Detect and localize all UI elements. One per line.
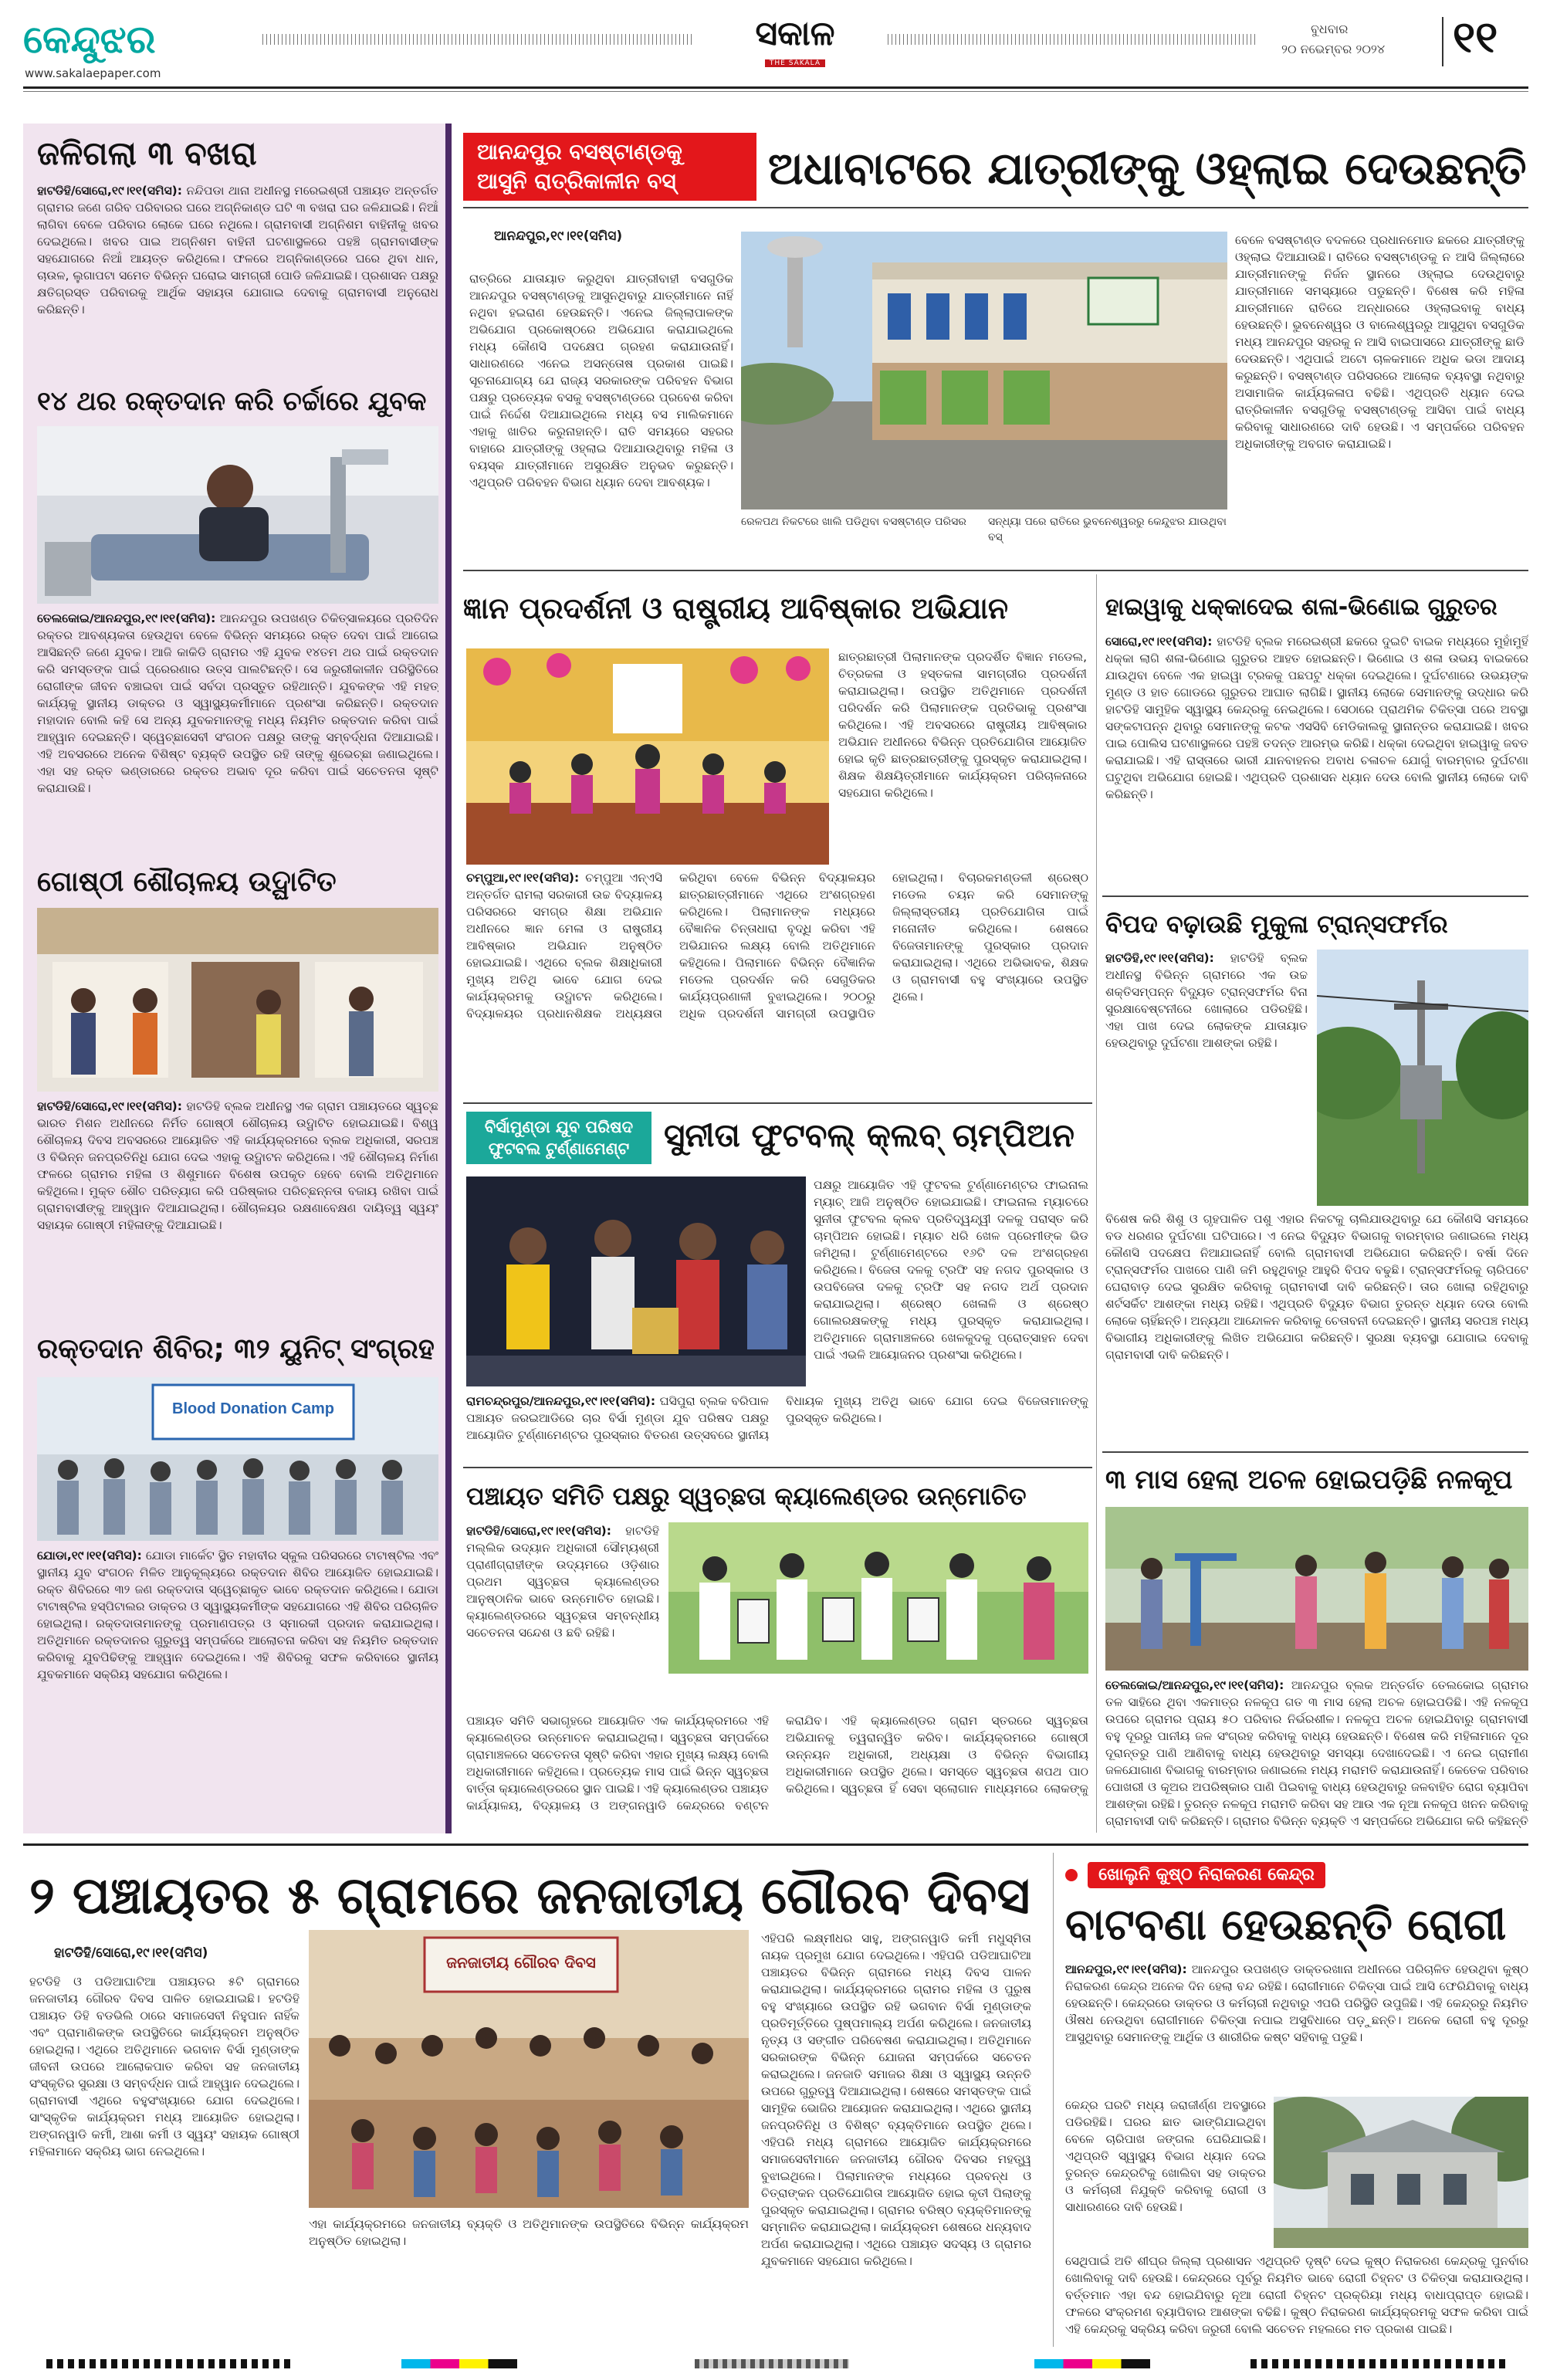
- calendar-headline: ପଞ୍ଚାୟତ ସମିତି ପକ୍ଷରୁ ସ୍ୱଚ୍ଛତା କ୍ୟାଲେଣ୍ଡର ଉନ୍ମୋଚିତ: [466, 1481, 1027, 1511]
- transformer-article: ବିଶେଷ କରି ଶିଶୁ ଓ ଗୃହପାଳିତ ପଶୁ ଏହାର ନିକଟକୁ ଚାଲିଯାଉଥିବାରୁ ଯେ କୌଣସି ସମୟରେ ବଡ ଧରଣର ଦୁର୍ଘଟଣା ଘଟିପାରେ। ଏ ନେଇ ବିଦ୍ୟୁତ ବିଭାଗକୁ ବାରମ୍ବାର ଜଣାଇଲେ ମଧ୍ୟ କୌଣସି ପଦକ୍ଷେପ ନିଆଯାଇନାହିଁ ବୋଲି ଗ୍ରାମବାସୀ ଅଭିଯୋଗ କରିଛନ୍ତି। ବର୍ଷା ଦିନେ ଟ୍ରାନ୍ସଫର୍ମର ପାଖରେ ପାଣି ଜମି ରହୁଥିବାରୁ ଆହୁରି ବିପଦ ବଢୁଛି। ଟ୍ରାନ୍ସଫର୍ମରକୁ ଚାରିପଟେ ଘେରାବାଡ଼ ଦେଇ ସୁରକ୍ଷିତ କରିବାକୁ ଗ୍ରାମବାସୀ ଦାବି କରିଛନ୍ତି। ତାର ଖୋଲା ରହିଥିବାରୁ ଶର୍ଟସର୍କିଟ ଆଶଙ୍କା ମଧ୍ୟ ରହିଛି। ଏଥିପ୍ରତି ବିଦ୍ୟୁତ ବିଭାଗ ତୁରନ୍ତ ଧ୍ୟାନ ଦେଉ ବୋଲି ଲୋକେ ଚାହିଁଛନ୍ତି। ଅନ୍ୟଥା ଆନ୍ଦୋଳନ କରିବାକୁ ଚେତାବନୀ ଦେଇଛନ୍ତି। ସ୍ଥାନୀୟ ସରପଞ୍ଚ ମଧ୍ୟ ବିଭାଗୀୟ ଅଧିକାରୀଙ୍କୁ ଲିଖିତ ଅଭିଯୋଗ କରିଛନ୍ତି। ସୁରକ୍ଷା ବ୍ୟବସ୍ଥା ଯୋଗାଇ ଦେବାକୁ ଗ୍ରାମବାସୀ ଦାବି କରିଛନ୍ତି।: [1105, 1212, 1528, 1362]
- football-trophy-photo: [466, 1176, 806, 1386]
- lead-kicker-line2: ଆସୁନି ରାତ୍ରିକାଳୀନ ବସ୍: [477, 168, 676, 194]
- dateline: ଚମ୍ପୁଆ,୧୯।୧୧(ସମିସ):: [466, 871, 580, 885]
- blood-camp-banner-text: Blood Donation Camp: [172, 1400, 334, 1417]
- dateline: ହାଟଡିହି,୧୯।୧୧(ସମିସ):: [1105, 951, 1214, 965]
- tubewell-article: [1105, 1677, 1528, 1828]
- lead-dateline: ଆନନ୍ଦପୁର,୧୯।୧୧(ସମିସ): [494, 229, 623, 244]
- lead-headline-rule: [463, 207, 1528, 208]
- toilet-inauguration-photo: [37, 908, 438, 1092]
- football-article: [466, 1393, 1088, 1461]
- bus-photo-caption-left: ରେଳପଥ ନିକଟରେ ଖାଲି ପଡିଥିବା ବସଷ୍ଟାଣ୍ଡ ପରିସର: [741, 516, 966, 528]
- lead-kicker-line1: ଆନନ୍ଦପୁର ବସଷ୍ଟାଣ୍ଡକୁ: [477, 139, 682, 164]
- lead-headline: ଅଧାବାଟରେ ଯାତ୍ରୀଙ୍କୁ ଓହ୍ଲାଇ ଦେଉଛନ୍ତି: [768, 142, 1527, 195]
- dateline: ହାଟଡିହି/ସୋରୋ,୧୯।୧୧(ସମିସ):: [37, 1099, 182, 1113]
- article-body: ଯୋଡା ମାର୍କେଟ ସ୍ଥିତ ମହାବୀର ସ୍କୁଲ ପରିସରରେ ଟାଟାଷ୍ଟିଲ ଏବଂ ସ୍ଥାନୀୟ ଯୁବ ସଂଗଠନ ମିଳିତ ଆନୁକୂଲ୍ୟରେ ରକ୍ତଦାନ ଶିବିର ଆୟୋଜିତ ହୋଇଯାଇଛି। ରକ୍ତ ଶିବିରରେ ୩୨ ଜଣ ରକ୍ତଦାତା ସ୍ୱେଚ୍ଛାକୃତ ଭାବେ ରକ୍ତଦାନ କରିଥିଲେ। ଯୋଡା ଟାଟାଷ୍ଟିଲ ହସ୍ପିଟାଲର ଡାକ୍ତର ଓ ସ୍ୱାସ୍ଥ୍ୟକର୍ମୀଙ୍କ ସହଯୋଗରେ ଏହି ଶିବିର ପରିଚାଳିତ ହୋଇଥିଲା। ରକ୍ତଦାତାମାନଙ୍କୁ ପ୍ରମାଣପତ୍ର ଓ ସ୍ମାରକୀ ପ୍ରଦାନ କରାଯାଇଥିଲା। ଅତିଥିମାନେ ରକ୍ତଦାନର ଗୁରୁତ୍ୱ ସମ୍ପର୍କରେ ଆଲୋଚନା କରିବା ସହ ନିୟମିତ ରକ୍ତଦାନ କରିବାକୁ ଯୁବପିଢିଙ୍କୁ ଆହ୍ୱାନ ଦେଇଥିଲେ। ଏହି ଶିବିରକୁ ସଫଳ କରିବାରେ ସ୍ଥାନୀୟ ଯୁବକମାନେ ସକ୍ରିୟ ସହଯୋଗ କରିଥିଲେ।: [37, 1549, 438, 1681]
- tribal-column-4: ଏହିପରି ମଧ୍ୟ ଗ୍ରାମରେ ଆୟୋଜିତ କାର୍ଯ୍ୟକ୍ରମରେ ସମାଜସେବୀମାନେ ଜନଜାତୀୟ ଗୌରବ ଦିବସର ମହତ୍ତ୍ୱ ବୁଝାଇଥିଲେ। ପିଲାମାନଙ୍କ ମଧ୍ୟରେ ପ୍ରବନ୍ଧ ଓ ଚିତ୍ରାଙ୍କନ ପ୍ରତିଯୋଗିତା ଆୟୋଜିତ ହୋଇ କୃତୀ ପିଲାଙ୍କୁ ପୁରସ୍କୃତ କରାଯାଇଥିଲା। ଗ୍ରାମର ବରିଷ୍ଠ ବ୍ୟକ୍ତିମାନଙ୍କୁ ସମ୍ମାନିତ କରାଯାଇଥିଲା। କାର୍ଯ୍ୟକ୍ରମ ଶେଷରେ ଧନ୍ୟବାଦ ଅର୍ପଣ କରାଯାଇଥିଲା। ଏଥିରେ ପଞ୍ଚାୟତ ସଦସ୍ୟ ଓ ଗ୍ରାମର ଯୁବକମାନେ ସହଯୋଗ କରିଥିଲେ।: [761, 2135, 1031, 2268]
- masthead-hatch-right: [888, 34, 1258, 45]
- dateline: ଯୋଡା,୧୯।୧୧(ସମିସ):: [37, 1549, 142, 1562]
- tubewell-photo-graphic: [1105, 1507, 1528, 1671]
- science-fair-photo: [466, 648, 829, 865]
- transformer-side-text: [1105, 950, 1308, 1206]
- sidebar-headline-fire: ଜଳିଗଲା ୩ ବଖରା: [37, 134, 257, 172]
- blood-donor-photo: [37, 426, 438, 604]
- issue-day: ବୁଧବାର: [1311, 22, 1349, 36]
- dateline: ଆନନ୍ଦପୁର,୧୯।୧୧(ସମିସ):: [1065, 1962, 1187, 1976]
- article-body: ଘସିପୁରା ବ୍ଲକ ବରିପାଳ ପଞ୍ଚାୟତ ଜରଇଆଡିରେ ଚାର ବିର୍ସା ମୁଣ୍ଡା ଯୁବ ପରିଷଦ ପକ୍ଷରୁ ଆୟୋଜିତ ଟୁର୍ଣ୍ଣାମେଣ୍ଟର ପୁରସ୍କାର ବିତରଣ ଉତ୍ସବରେ ସ୍ଥାନୀୟ ବିଧାୟକ ମୁଖ୍ୟ ଅତିଥି ଭାବେ ଯୋଗ ଦେଇ ବିଜେତାମାନଙ୍କୁ ପୁରସ୍କୃତ କରିଥିଲେ।: [466, 1394, 1088, 1442]
- print-color-bar-cmyk-right: [1034, 2359, 1150, 2368]
- masthead-hatch-left: [262, 34, 695, 45]
- article-body: ଆନନ୍ଦପୁର ଉପଖଣ୍ଡ ଚିକିତ୍ସାଳୟରେ ପ୍ରତିଦିନ ରକ୍ତର ଆବଶ୍ୟକତା ହେଉଥିବା ବେଳେ ବିଭିନ୍ନ ସମୟରେ ରକ୍ତ ଦେବା ପାଇଁ ଆଗେଇ ଆସିଛନ୍ତି ଜଣେ ଯୁବକ। ଆଜି କାକିଡି ଗ୍ରାମର ଏହି ଯୁବକ ୧୪ତମ ଥର ପାଇଁ ରକ୍ତଦାନ କରି ସମସ୍ତଙ୍କ ପାଇଁ ପ୍ରେରଣାର ଉତ୍ସ ପାଲଟିଛନ୍ତି। ସେ ଜରୁରୀକାଳୀନ ପରିସ୍ଥିତିରେ ରୋଗୀଙ୍କ ଜୀବନ ବଞ୍ଚାଇବା ପାଇଁ ସର୍ବଦା ପ୍ରସ୍ତୁତ ରହିଥାନ୍ତି। ଯୁବକଙ୍କ ଏହି ମହତ୍ କାର୍ଯ୍ୟକୁ ସ୍ଥାନୀୟ ଡାକ୍ତର ଓ ସ୍ୱାସ୍ଥ୍ୟକର୍ମୀମାନେ ପ୍ରଶଂସା କରିଛନ୍ତି। ରକ୍ତଦାନ ମହାଦାନ ବୋଲି କହି ସେ ଅନ୍ୟ ଯୁବକମାନଙ୍କୁ ମଧ୍ୟ ନିୟମିତ ରକ୍ତଦାନ କରିବା ପାଇଁ ଆହ୍ୱାନ ଦେଇଛନ୍ତି। ସ୍ୱେଚ୍ଛାସେବୀ ସଂଗଠନ ପକ୍ଷରୁ ତାଙ୍କୁ ସମ୍ବର୍ଦ୍ଧନା ଦିଆଯାଇଛି। ଏହି ଅବସରରେ ଅନେକ ବିଶିଷ୍ଟ ବ୍ୟକ୍ତି ଉପସ୍ଥିତ ରହି ତାଙ୍କୁ ଶୁଭେଚ୍ଛା ଜଣାଇଥିଲେ। ଏହା ସହ ରକ୍ତ ଭଣ୍ଡାରରେ ରକ୍ତର ଅଭାବ ଦୂର କରିବା ପାଇଁ ସଚେତନତା ସୃଷ୍ଟି କରାଯାଉଛି।: [37, 611, 438, 795]
- collision-article: [1105, 633, 1528, 889]
- tribal-headline: ୨ ପଞ୍ଚାୟତର ୫ ଗ୍ରାମରେ ଜନଜାତୀୟ ଗୌରବ ଦିବସ: [29, 1866, 1031, 1925]
- tribal-photo-caption: ଏହା କାର୍ଯ୍ୟକ୍ରମରେ ଜନଜାତୀୟ ବ୍ୟକ୍ତି ଓ ଅତିଥିମାନଙ୍କ ଉପସ୍ଥିତିରେ ବିଭିନ୍ନ କାର୍ଯ୍ୟକ୍ରମ ଅନୁଷ୍ଠିତ ହୋଇଥିଲା।: [309, 2217, 749, 2248]
- science-headline: ଜ୍ଞାନ ପ୍ରଦର୍ଶନୀ ଓ ରାଷ୍ଟ୍ରୀୟ ଆବିଷ୍କାର ଅଭିଯାନ: [463, 591, 1009, 625]
- calendar-article: ପଞ୍ଚାୟତ ସମିତି ସଭାଗୃହରେ ଆୟୋଜିତ ଏକ କାର୍ଯ୍ୟକ୍ରମରେ ଏହି କ୍ୟାଲେଣ୍ଡର ଉନ୍ମୋଚନ କରାଯାଇଥିଲା। ସ୍ୱଚ୍ଛତା ସମ୍ପର୍କରେ ଗ୍ରାମାଞ୍ଚଳରେ ସଚେତନତା ସୃଷ୍ଟି କରିବା ଏହାର ମୁଖ୍ୟ ଲକ୍ଷ୍ୟ ବୋଲି ଅଧିକାରୀମାନେ କହିଥିଲେ। ପ୍ରତ୍ୟେକ ମାସ ପାଇଁ ଭିନ୍ନ ସ୍ୱଚ୍ଛତା ବାର୍ତ୍ତା କ୍ୟାଲେଣ୍ଡରରେ ସ୍ଥାନ ପାଇଛି। ଏହି କ୍ୟାଲେଣ୍ଡର ପଞ୍ଚାୟତ କାର୍ଯ୍ୟାଳୟ, ବିଦ୍ୟାଳୟ ଓ ଅଙ୍ଗନୱାଡି କେନ୍ଦ୍ରରେ ବଣ୍ଟନ କରାଯିବ। ଏହି କ୍ୟାଲେଣ୍ଡର ଗ୍ରାମ ସ୍ତରରେ ସ୍ୱଚ୍ଛତା ଅଭିଯାନକୁ ତ୍ୱରାନ୍ୱିତ କରିବ। କାର୍ଯ୍ୟକ୍ରମରେ ଗୋଷ୍ଠୀ ଉନ୍ନୟନ ଅଧିକାରୀ, ଅଧ୍ୟକ୍ଷା ଓ ବିଭିନ୍ନ ବିଭାଗୀୟ ଅଧିକାରୀମାନେ ଉପସ୍ଥିତ ଥିଲେ। ସମସ୍ତେ ସ୍ୱଚ୍ଛତା ଶପଥ ପାଠ କରିଥିଲେ। ସ୍ୱଚ୍ଛତା ହିଁ ସେବା ସ୍ଲୋଗାନ ମାଧ୍ୟମରେ ଲୋକଙ୍କୁ: [466, 1714, 1088, 1813]
- sidebar-article-blood-camp: [37, 1547, 438, 1825]
- dateline: ତେଲକୋଇ/ଆନନ୍ଦପୁର,୧୯।୧୧(ସମିସ):: [1105, 1678, 1284, 1692]
- newspaper-brand-sub: THE SAKALA: [765, 59, 825, 67]
- section-title: କେନ୍ଦୁଝର: [23, 17, 156, 62]
- football-bottom-rule: [463, 1467, 1092, 1468]
- masthead-rule: [23, 86, 1528, 89]
- tribal-column-1: ହଟଡିହି ଓ ପଡିଆଘାଟିଆ ପଞ୍ଚାୟତର ୫ଟି ଗ୍ରାମରେ ଜନଜାତୀୟ ଗୌରବ ଦିବସ ପାଳିତ ହୋଇଯାଇଛି। ହଟଡିହି ପଞ୍ଚାୟତ ଡିହି ବଡଭିଲି ଠାରେ ସମାଜସେବୀ ନିହୁପାନ ନାହିଁକ ଏବଂ ପ୍ରାମାଣିକଙ୍କ ଉପସ୍ଥିତିରେ କାର୍ଯ୍ୟକ୍ରମ ଅନୁଷ୍ଠିତ ହୋଇଥିଲା। ଏଥିରେ ଅତିଥିମାନେ ଭଗବାନ ବିର୍ସା ମୁଣ୍ଡାଙ୍କ ଜୀବନୀ ଉପରେ ଆଲୋକପାତ କରିବା ସହ ଜନଜାତୀୟ ସଂସ୍କୃତିର ସୁରକ୍ଷା ଓ ସମ୍ବର୍ଦ୍ଧନ ପାଇଁ ଆହ୍ୱାନ ଦେଇଥିଲେ। ଗ୍ରାମବାସୀ ଏଥିରେ ବହୁସଂଖ୍ୟାରେ ଯୋଗ ଦେଇଥିଲେ। ସାଂସ୍କୃତିକ କାର୍ଯ୍ୟକ୍ରମ ମଧ୍ୟ ଆୟୋଜିତ ହୋଇଥିଲା। ଅଙ୍ଗନୱାଡି କର୍ମୀ, ଆଶା କର୍ମୀ ଓ ସ୍ୱୟଂ ସହାୟକ ଗୋଷ୍ଠୀ ମହିଳାମାନେ ସକ୍ରିୟ ଭାଗ ନେଇଥିଲେ।: [29, 1975, 300, 2158]
- dateline: ସୋରୋ,୧୯।୧୧(ସମିସ):: [1105, 635, 1213, 648]
- red-dot-icon: [1065, 1869, 1078, 1881]
- sidebar-headline-toilet: ଗୋଷ୍ଠୀ ଶୌଚାଳୟ ଉଦ୍ଘାଟିତ: [37, 866, 337, 898]
- tribal-dateline: ହାଟଡିହି/ସୋରୋ,୧୯।୧୧(ସମିସ): [54, 1945, 208, 1961]
- column-separator: [1096, 574, 1097, 1833]
- article-body: ନନ୍ଦିପଡା ଥାନା ଅଧୀନସ୍ଥ ମରେଇଶ୍ରୀ ପଞ୍ଚାୟତ ଅନ୍ତର୍ଗତ ଗ୍ରାମର ଜଣେ ଗରିବ ପରିବାରର ଘରେ ଅଗ୍ନିକାଣ୍ଡ ଘଟି ୩ ବଖରା ଘର ଜଳିଯାଇଛି। ନିଆଁ ଲାଗିବା ବେଳେ ପରିବାର ଲୋକେ ଘରେ ନଥିଲେ। ଗ୍ରାମବାସୀ ଅଗ୍ନିଶମ ବାହିନୀକୁ ଖବର ଦେଇଥିଲେ। ଖବର ପାଇ ଅଗ୍ନିଶମ ବାହିନୀ ଘଟଣାସ୍ଥଳରେ ପହଞ୍ଚି ଗ୍ରାମବାସୀଙ୍କ ସହଯୋଗରେ ନିଆଁ ଆୟତ୍ତ କରିଥିଲେ। ଫଳରେ ଅଗ୍ନିକାଣ୍ଡରେ ଘରେ ଥିବା ଧାନ, ଚାଉଳ, ଲୁଗାପଟା ସମେତ ବିଭିନ୍ନ ଘରୋଇ ସାମଗ୍ରୀ ପୋଡି ଜଳିଯାଇଛି। ପ୍ରଶାସନ ପକ୍ଷରୁ କ୍ଷତିଗ୍ରସ୍ତ ପରିବାରକୁ ଆର୍ଥିକ ସହାୟତା ଯୋଗାଇ ଦେବାକୁ ଗ୍ରାମବାସୀ ଅନୁରୋଧ କରିଛନ୍ତି।: [37, 184, 438, 317]
- sidebar-article-toilet: [37, 1098, 438, 1326]
- football-photo-graphic: [466, 1176, 806, 1386]
- leprosy-article-top: [1065, 1961, 1528, 2092]
- dateline: ରାମଚନ୍ଦ୍ରପୁର/ଆନନ୍ଦପୁର,୧୯।୧୧(ସମିସ):: [466, 1394, 656, 1408]
- page-number: ୧୧: [1453, 12, 1498, 63]
- article-body: ହାଟଡିହି ମଲ୍ଲିକ ଉଦ୍ୟାନ ଅଧିକାରୀ ସୌମ୍ୟଶ୍ରୀ ପ୍ରାଣୀଗ୍ରାହୀଙ୍କ ଉଦ୍ୟମରେ ଓଡ଼ିଶାର ପ୍ରଥମ ସ୍ୱଚ୍ଛତା କ୍ୟାଲେଣ୍ଡର ଆନୁଷ୍ଠାନିକ ଭାବେ ଉନ୍ମୋଚିତ ହୋଇଛି। କ୍ୟାଲେଣ୍ଡରରେ ସ୍ୱଚ୍ଛତା ସମ୍ବନ୍ଧୀୟ ସଚେତନତା ସନ୍ଦେଶ ଓ ଛବି ରହିଛି।: [466, 1524, 659, 1640]
- football-kicker: ବିର୍ସାମୁଣ୍ଡା ଯୁବ ପରିଷଦ ଫୁଟବଲ ଟୁର୍ଣ୍ଣାମେଣ୍ଟ: [466, 1112, 651, 1164]
- bus-stand-photo-graphic: [741, 232, 1227, 510]
- newspaper-brand: ସକାଳ: [755, 14, 835, 53]
- print-color-bar-cmyk-left: [401, 2359, 517, 2368]
- newspaper-logo: [726, 14, 865, 68]
- blood-camp-photo: [37, 1377, 438, 1541]
- article-body: ଆନନ୍ଦପୁର ବ୍ଲକ ଅନ୍ତର୍ଗତ ତେଲକୋଇ ଗ୍ରାମର ତଳ ସାହିରେ ଥିବା ଏକମାତ୍ର ନଳକୂପ ଗତ ୩ ମାସ ହେଲା ଅଚଳ ହୋଇପଡିଛି। ଏହି ନଳକୂପ ଉପରେ ଗ୍ରାମର ପ୍ରାୟ ୫୦ ପରିବାର ନିର୍ଭରଶୀଳ। ନଳକୂପ ଅଚଳ ହୋଇଯିବାରୁ ଗ୍ରାମବାସୀ ବହୁ ଦୂରରୁ ପାନୀୟ ଜଳ ସଂଗ୍ରହ କରିବାକୁ ବାଧ୍ୟ ହେଉଛନ୍ତି। ବିଶେଷ କରି ମହିଳାମାନେ ଦୂର ଦୂରାନ୍ତରୁ ପାଣି ଆଣିବାକୁ ବାଧ୍ୟ ହେଉଥିବାରୁ ସମସ୍ୟା ଦେଖାଦେଇଛି। ଏ ନେଇ ଗ୍ରାମୀଣ ଜଳଯୋଗାଣ ବିଭାଗକୁ ବାରମ୍ବାର ଜଣାଇଲେ ମଧ୍ୟ ମରାମତି କରାଯାଉନାହିଁ। କେତେକ ପରିବାର ପୋଖରୀ ଓ କୂଅର ଅପରିଷ୍କାର ପାଣି ପିଇବାକୁ ବାଧ୍ୟ ହେଉଥିବାରୁ ଜଳବାହିତ ରୋଗ ବ୍ୟାପିବା ଆଶଙ୍କା ରହିଛି। ତୁରନ୍ତ ନଳକୂପ ମରାମତି କରିବା ସହ ଆଉ ଏକ ନୂଆ ନଳକୂପ ଖନନ କରିବାକୁ ଗ୍ରାମବାସୀ ଦାବି କରିଛନ୍ତି। ଗ୍ରାମର ବିଭିନ୍ନ ବ୍ୟକ୍ତି ଏ ସମ୍ପର୍କରେ ଅଭିଯୋଗ କରି କହିଛନ୍ତି: [1105, 1678, 1528, 1828]
- masthead-divider: [1442, 17, 1443, 66]
- leprosy-article-bottom: ସେଥିପାଇଁ ଅତି ଶୀଘ୍ର ଜିଲ୍ଲା ପ୍ରଶାସନ ଏଥିପ୍ରତି ଦୃଷ୍ଟି ଦେଇ କୁଷ୍ଠ ନିରାକରଣ କେନ୍ଦ୍ରକୁ ପୁନର୍ବାର ଖୋଲିବାକୁ ଦାବି ହେଉଛି। କେନ୍ଦ୍ରରେ ପୂର୍ବରୁ ନିୟମିତ ଭାବେ ରୋଗୀ ଚିହ୍ନଟ ଓ ଚିକିତ୍ସା କରାଯାଉଥିଲା। ବର୍ତ୍ତମାନ ଏହା ବନ୍ଦ ହୋଇଯିବାରୁ ନୂଆ ରୋଗୀ ଚିହ୍ନଟ ପ୍ରକ୍ରିୟା ମଧ୍ୟ ବାଧାପ୍ରାପ୍ତ ହୋଇଛି। ଫଳରେ ସଂକ୍ରମଣ ବ୍ୟାପିବାର ଆଶଙ୍କା ବଢିଛି। କୁଷ୍ଠ ନିରାକରଣ କାର୍ଯ୍ୟକ୍ରମକୁ ସଫଳ କରିବା ପାଇଁ ଏହି କେନ୍ଦ୍ରକୁ ସକ୍ରିୟ କରିବା ଜରୁରୀ ବୋଲି ସଚେତନ ମହଲରେ ମତ ପ୍ରକାଶ ପାଇଛି।: [1065, 2254, 1528, 2336]
- tribal-day-photo: [309, 1930, 749, 2208]
- tubewell-headline: ୩ ମାସ ହେଲା ଅଚଳ ହୋଇପଡ଼ିଛି ନଳକୂପ: [1105, 1464, 1513, 1495]
- sidebar-headline-blood-camp: ରକ୍ତଦାନ ଶିବିର; ୩୨ ୟୁନିଟ୍ ସଂଗ୍ରହ: [37, 1333, 435, 1365]
- tribal-banner-text: ଜନଜାତୀୟ ଗୌରବ ଦିବସ: [446, 1953, 596, 1972]
- leprosy-photo-graphic: [1274, 2097, 1528, 2248]
- transformer-headline: ବିପଦ ବଢ଼ାଉଛି ମୁକୁଳା ଟ୍ରାନ୍ସଫର୍ମର: [1105, 909, 1448, 939]
- toilet-photo-graphic: [37, 908, 438, 1092]
- blood-donor-photo-graphic: [37, 426, 438, 604]
- calendar-release-photo: [668, 1522, 1088, 1674]
- calendar-side-text: [466, 1522, 659, 1708]
- print-color-bar-left: [46, 2359, 293, 2368]
- article-body: ହାଟଡିହି ବ୍ଲକ ଅଧୀନସ୍ଥ ବିଭିନ୍ନ ଗ୍ରାମରେ ଏକ ଉଚ୍ଚ ଶକ୍ତିସମ୍ପନ୍ନ ବିଦ୍ୟୁତ ଟ୍ରାନ୍ସଫର୍ମର ବିନା ସୁରକ୍ଷାବେଷ୍ଟନୀରେ ଖୋଲାରେ ପଡିରହିଛି। ଏହା ପାଖ ଦେଇ ଲୋକଙ୍କ ଯାତାୟାତ ହେଉଥିବାରୁ ଦୁର୍ଘଟଣା ଆଶଙ୍କା ରହିଛି।: [1105, 951, 1308, 1050]
- leprosy-headline: ବାଟବଣା ହେଉଛନ୍ତି ରୋଗୀ: [1065, 1900, 1507, 1950]
- bus-stand-photo: [741, 232, 1227, 510]
- transformer-bottom-rule: [1102, 1451, 1528, 1453]
- sidebar-article-blood-donor: [37, 610, 438, 855]
- bus-photo-caption-right: ସନ୍ଧ୍ୟା ପରେ ରାତିରେ ଭୁବନେଶ୍ୱରରୁ କେନ୍ଦୁଝର ଯାଉଥିବା ବସ୍: [988, 516, 1227, 543]
- football-side-text: ପକ୍ଷରୁ ଆୟୋଜିତ ଏହି ଫୁଟବଲ ଟୁର୍ଣ୍ଣାମେଣ୍ଟର ଫାଇନାଲ ମ୍ୟାଚ୍ ଆଜି ଅନୁଷ୍ଠିତ ହୋଇଯାଇଛି। ଫାଇନାଲ ମ୍ୟାଚରେ ସୁନୀତା ଫୁଟବଲ କ୍ଲବ ପ୍ରତିଦ୍ୱନ୍ଦ୍ୱୀ ଦଳକୁ ପରାସ୍ତ କରି ଚାମ୍ପିଅନ ହୋଇଛି। ମ୍ୟାଚ ଧରି ଖେଳ ପ୍ରେମୀଙ୍କ ଭିଡ ଜମିଥିଲା। ଟୁର୍ଣ୍ଣାମେଣ୍ଟରେ ୧୬ଟି ଦଳ ଅଂଶଗ୍ରହଣ କରିଥିଲେ। ବିଜେତା ଦଳକୁ ଟ୍ରଫି ସହ ନଗଦ ପୁରସ୍କାର ଓ ଉପବିଜେତା ଦଳକୁ ଟ୍ରଫି ସହ ନଗଦ ଅର୍ଥ ପ୍ରଦାନ କରାଯାଇଥିଲା। ଶ୍ରେଷ୍ଠ ଖେଳାଳି ଓ ଶ୍ରେଷ୍ଠ ଗୋଲରକ୍ଷକଙ୍କୁ ମଧ୍ୟ ପୁରସ୍କୃତ କରାଯାଇଥିଲା। ଅତିଥିମାନେ ଗ୍ରାମାଞ୍ଚଳରେ ଖେଳକୁଦକୁ ପ୍ରୋତ୍ସାହନ ଦେବା ପାଇଁ ଏଭଳି ଆୟୋଜନର ପ୍ରଶଂସା କରିଥିଲେ।: [814, 1178, 1088, 1362]
- sidebar-headline-blood-donor: ୧୪ ଥର ରକ୍ତଦାନ କରି ଚର୍ଚ୍ଚାରେ ଯୁବକ: [37, 386, 427, 417]
- lead-column-3: ବେଳେ ବସଷ୍ଟାଣ୍ଡ ବଦଳରେ ପ୍ରଧାନମୋଡ ଛକରେ ଯାତ୍ରୀଙ୍କୁ ଓହ୍ଲାଇ ଦିଆଯାଉଛି। ରାତିରେ ବସଷ୍ଟାଣ୍ଡକୁ ନ ଆସି ଜିଲ୍ଲାରେ ଯାତ୍ରୀମାନଙ୍କୁ ନିର୍ଜନ ସ୍ଥାନରେ ଓହ୍ଲାଇ ଦେଉଥିବାରୁ ଯାତ୍ରୀମାନେ ସମସ୍ୟାରେ ପଡୁଛନ୍ତି। ବିଶେଷ କରି ମହିଳା ଯାତ୍ରୀମାନେ ରାତିରେ ଅନ୍ଧାରରେ ଓହ୍ଲାଇବାକୁ ବାଧ୍ୟ ହେଉଛନ୍ତି। ଭୁବନେଶ୍ୱର ଓ ବାଲେଶ୍ୱରରୁ ଆସୁଥିବା ବସଗୁଡିକ ମଧ୍ୟ ଆନନ୍ଦପୁର ସହରକୁ ନ ଆସି ବାଇପାସରେ ଯାତ୍ରୀଙ୍କୁ ଛାଡି ଦେଉଛନ୍ତି। ଏଥିପାଇଁ ଅଟୋ ଚାଳକମାନେ ଅଧିକ ଭଡା ଆଦାୟ କରୁଛନ୍ତି। ବସଷ୍ଟାଣ୍ଡ ପରିସରରେ ଆଲୋକ ବ୍ୟବସ୍ଥା ନଥିବାରୁ ଅସାମାଜିକ କାର୍ଯ୍ୟକଳାପ ବଢିଛି। ଏଥିପ୍ରତି ଧ୍ୟାନ ଦେଇ ରାତ୍ରିକାଳୀନ ବସଗୁଡିକୁ ବସଷ୍ଟାଣ୍ଡକୁ ଆସିବା ପାଇଁ ବାଧ୍ୟ କରିବାକୁ ସାଧାରଣରେ ଦାବି ହେଉଛି। ଏ ସମ୍ପର୍କରେ ପରିବହନ ଅଧିକାରୀଙ୍କୁ ଅବଗତ କରାଯାଇଛି।: [1235, 233, 1525, 451]
- masthead-rule-thin: [23, 91, 1528, 92]
- print-color-bar-right: [1250, 2359, 1505, 2368]
- science-fair-photo-graphic: [466, 648, 829, 865]
- dateline: ହାଟଡିହି/ସୋରୋ,୧୯।୧୧(ସମିସ):: [37, 184, 182, 198]
- print-color-bar-gray: [695, 2359, 849, 2368]
- issue-date: ୨୦ ନଭେମ୍ବର ୨୦୨୪: [1281, 42, 1386, 56]
- sidebar-article-fire: [37, 182, 438, 377]
- lead-column-1: ରାତ୍ରିରେ ଯାତାୟାତ କରୁଥିବା ଯାତ୍ରୀବାହୀ ବସଗୁଡିକ ଆନନ୍ଦପୁର ବସଷ୍ଟାଣ୍ଡକୁ ଆସୁନଥିବାରୁ ଯାତ୍ରୀମାନେ ନାହିଁ ନଥିବା ହଇରାଣ ହେଉଛନ୍ତି। ଏନେଇ ଜିଲ୍ଲାପାଳଙ୍କ ଅଭିଯୋଗ ପ୍ରକୋଷ୍ଠରେ ଅଭିଯୋଗ କରାଯାଇଥିଲେ ମଧ୍ୟ କୌଣସି ପଦକ୍ଷେପ ଗ୍ରହଣ କରାଯାଉନାହିଁ। ସାଧାରଣରେ ଏନେଇ ଅସନ୍ତୋଷ ପ୍ରକାଶ ପାଇଛି। ସୂଚନାଯୋଗ୍ୟ ଯେ ରାଜ୍ୟ ସରକାରଙ୍କ ପରିବହନ ବିଭାଗ ପକ୍ଷରୁ ପ୍ରତ୍ୟେକ ବସକୁ ବସଷ୍ଟାଣ୍ଡରେ ପ୍ରବେଶ କରିବା ପାଇଁ ନିର୍ଦ୍ଦେଶ ଦିଆଯାଇଥିଲେ ମଧ୍ୟ ବସ ମାଲିକମାନେ ଏହାକୁ ଖାତିର କରୁନାହାନ୍ତି। ରାତି ସମୟରେ ସହରର ବାହାରେ ଯାତ୍ରୀଙ୍କୁ ଓହ୍ଲାଇ ଦିଆଯାଉଥିବାରୁ ମହିଳା ଓ ବୟସ୍କ ଯାତ୍ରୀମାନେ ଅସୁରକ୍ଷିତ ଅନୁଭବ କରୁଛନ୍ତି। ଏଥିପ୍ରତି ପରିବହନ ବିଭାଗ ଧ୍ୟାନ ଦେବା ଆବଶ୍ୟକ।: [469, 272, 733, 489]
- article-body: ହାଟଡିହି ବ୍ଲକ ଅଧୀନସ୍ଥ ଏକ ଗ୍ରାମ ପଞ୍ଚାୟତରେ ସ୍ୱଚ୍ଛ ଭାରତ ମିଶନ ଅଧୀନରେ ନିର୍ମିତ ଗୋଷ୍ଠୀ ଶୌଚାଳୟ ଉଦ୍ଘାଟିତ ହୋଇଯାଇଛି। ବିଶ୍ୱ ଶୌଚାଳୟ ଦିବସ ଅବସରରେ ଆୟୋଜିତ ଏହି କାର୍ଯ୍ୟକ୍ରମରେ ବ୍ଲକ ଅଧିକାରୀ, ସରପଞ୍ଚ ଓ ବିଭିନ୍ନ ଜନପ୍ରତିନିଧି ଯୋଗ ଦେଇ ଏହାକୁ ଉଦ୍ଘାଟନ କରିଥିଲେ। ଏହି ଶୌଚାଳୟ ନିର୍ମାଣ ଫଳରେ ଗ୍ରାମର ମହିଳା ଓ ଶିଶୁମାନେ ବିଶେଷ ଉପକୃତ ହେବେ ବୋଲି ଅତିଥିମାନେ କହିଥିଲେ। ମୁକ୍ତ ଶୌଚ ପରିତ୍ୟାଗ କରି ପରିଷ୍କାର ପରିଚ୍ଛନ୍ନତା ବଜାୟ ରଖିବା ପାଇଁ ଗ୍ରାମବାସୀଙ୍କୁ ଆହ୍ୱାନ ଦିଆଯାଇଥିଲା। ଶୌଚାଳୟର ରକ୍ଷଣାବେକ୍ଷଣ ଦାୟିତ୍ୱ ସ୍ୱୟଂ ସହାୟକ ଗୋଷ୍ଠୀ ମହିଳାଙ୍କୁ ଦିଆଯାଇଛି।: [37, 1099, 438, 1232]
- tribal-photo-graphic: [309, 1930, 749, 2208]
- science-side-text: ଛାତ୍ରଛାତ୍ରୀ ପିଲାମାନଙ୍କ ପ୍ରଦର୍ଶିତ ବିଜ୍ଞାନ ମଡେଲ, ଚିତ୍ରକଳା ଓ ହସ୍ତକଳା ସାମଗ୍ରୀର ପ୍ରଦର୍ଶନୀ କରାଯାଇଥିଲା। ଉପସ୍ଥିତ ଅତିଥିମାନେ ପ୍ରଦର୍ଶନୀ ପରିଦର୍ଶନ କରି ପିଲାମାନଙ୍କ ପ୍ରତିଭାକୁ ପ୍ରଶଂସା କରିଥିଲେ। ଏହି ଅବସରରେ ରାଷ୍ଟ୍ରୀୟ ଆବିଷ୍କାର ଅଭିଯାନ ଅଧୀନରେ ବିଭିନ୍ନ ପ୍ରତିଯୋଗିତା ଆୟୋଜିତ ହୋଇ କୃତି ଛାତ୍ରଛାତ୍ରୀଙ୍କୁ ପୁରସ୍କୃତ କରାଯାଇଥିଲା। ଶିକ୍ଷକ ଶିକ୍ଷୟିତ୍ରୀମାନେ କାର୍ଯ୍ୟକ୍ରମ ପରିଚାଳନାରେ ସହଯୋଗ କରିଥିଲେ।: [838, 650, 1087, 800]
- website-url[interactable]: www.sakalaepaper.com: [25, 66, 161, 80]
- lead-kicker: [463, 133, 756, 201]
- leprosy-centre-photo: [1274, 2097, 1528, 2248]
- bottom-column-separator: [1053, 1853, 1054, 2347]
- science-bottom-rule: [463, 1102, 1092, 1104]
- dateline: ହାଟଡିହି/ସୋରୋ,୧୯।୧୧(ସମିସ):: [466, 1524, 611, 1538]
- leprosy-article-left: କେନ୍ଦ୍ର ଘରଟି ମଧ୍ୟ ଜରାଜୀର୍ଣ୍ଣ ଅବସ୍ଥାରେ ପଡିରହିଛି। ଘରର ଛାତ ଭାଙ୍ଗିଯାଇଥିବା ବେଳେ ଚାରିପାଖ ଜଙ୍ଗଲ ଘେରିଯାଇଛି। ଏଥିପ୍ରତି ସ୍ୱାସ୍ଥ୍ୟ ବିଭାଗ ଧ୍ୟାନ ଦେଇ ତୁରନ୍ତ କେନ୍ଦ୍ରଟିକୁ ଖୋଲିବା ସହ ଡାକ୍ତର ଓ କର୍ମଚାରୀ ନିଯୁକ୍ତି କରିବାକୁ ରୋଗୀ ଓ ସାଧାରଣରେ ଦାବି ହେଉଛି।: [1065, 2098, 1266, 2214]
- tubewell-photo: [1105, 1507, 1528, 1671]
- tribal-column-3: ଏହିପରି ଲକ୍ଷ୍ମୀଧର ସାହୁ, ଅଙ୍ଗନୱାଡି କର୍ମୀ ମଧୁସ୍ମିତା ନାୟକ ପ୍ରମୁଖ ଯୋଗ ଦେଇଥିଲେ। ଏହିପରି ପଡିଆଘାଟିଆ ପଞ୍ଚାୟତର ବିଭିନ୍ନ ଗ୍ରାମରେ ମଧ୍ୟ ଦିବସ ପାଳନ କରାଯାଇଥିଲା। କାର୍ଯ୍ୟକ୍ରମରେ ଗ୍ରାମର ମହିଳା ଓ ପୁରୁଷ ବହୁ ସଂଖ୍ୟାରେ ଉପସ୍ଥିତ ରହି ଭଗବାନ ବିର୍ସା ମୁଣ୍ଡାଙ୍କ ପ୍ରତିମୂର୍ତ୍ତିରେ ପୁଷ୍ପମାଲ୍ୟ ଅର୍ପଣ କରିଥିଲେ। ଜନଜାତୀୟ ନୃତ୍ୟ ଓ ସଙ୍ଗୀତ ପରିବେଷଣ କରାଯାଇଥିଲା। ଅତିଥିମାନେ ସରକାରଙ୍କ ବିଭିନ୍ନ ଯୋଜନା ସମ୍ପର୍କରେ ସଚେତନ କରାଇଥିଲେ। ଜନଜାତି ସମାଜର ଶିକ୍ଷା ଓ ସ୍ୱାସ୍ଥ୍ୟ ଉନ୍ନତି ଉପରେ ଗୁରୁତ୍ୱ ଦିଆଯାଇଥିଲା। ଶେଷରେ ସମସ୍ତଙ୍କ ପାଇଁ ସାମୂହିକ ଭୋଜିର ଆୟୋଜନ କରାଯାଇଥିଲା। ଏଥିରେ ସ୍ଥାନୀୟ ଜନପ୍ରତିନିଧି ଓ ବିଶିଷ୍ଟ ବ୍ୟକ୍ତିମାନେ ଉପସ୍ଥିତ ଥିଲେ। ଏହିପରି ମଧ୍ୟ ଗ୍ରାମରେ ଆୟୋଜିତ କାର୍ଯ୍ୟକ୍ରମରେ ସମାଜସେବୀମାନେ ଜନଜାତୀୟ ଗୌରବ ଦିବସର ମହତ୍ତ୍ୱ ବୁଝାଇଥିଲେ। ପିଲାମାନଙ୍କ ମଧ୍ୟରେ ପ୍ରବନ୍ଧ ଓ ଚିତ୍ରାଙ୍କନ ପ୍ରତିଯୋଗିତା ଆୟୋଜିତ ହୋଇ କୃତୀ ପିଲାଙ୍କୁ ପୁରସ୍କୃତ କରାଯାଇଥିଲା। ଗ୍ରାମର ବରିଷ୍ଠ ବ୍ୟକ୍ତିମାନଙ୍କୁ ସମ୍ମାନିତ କରାଯାଇଥିଲା। କାର୍ଯ୍ୟକ୍ରମ ଶେଷରେ ଧନ୍ୟବାଦ ଅର୍ପଣ କରାଯାଇଥିଲା। ଏଥିରେ ପଞ୍ଚାୟତ ସଦସ୍ୟ ଓ ଗ୍ରାମର ଯୁବକମାନେ ସହଯୋଗ କରିଥିଲେ।: [761, 1931, 1031, 2268]
- calendar-photo-graphic: [668, 1522, 1088, 1674]
- transformer-photo-graphic: [1317, 950, 1528, 1206]
- science-article: [466, 869, 1088, 1098]
- leprosy-kicker: ଖୋଲୁନି କୁଷ୍ଠ ନିରାକରଣ କେନ୍ଦ୍ର: [1088, 1862, 1325, 1888]
- collision-headline: ହାଇୱାକୁ ଧକ୍କାଦେଇ ଶଳା-ଭିଣୋଇ ଗୁରୁତର: [1105, 594, 1498, 621]
- article-body: ଆନନ୍ଦପୁର ଉପଖଣ୍ଡ ଡାକ୍ତରଖାନା ଅଧୀନରେ ପରିଚାଳିତ ହେଉଥିବା କୁଷ୍ଠ ନିରାକରଣ କେନ୍ଦ୍ର ଅନେକ ଦିନ ହେଲା ବନ୍ଦ ରହିଛି। ରୋଗୀମାନେ ଚିକିତ୍ସା ପାଇଁ ଆସି ଫେରିଯିବାକୁ ବାଧ୍ୟ ହେଉଛନ୍ତି। କେନ୍ଦ୍ରରେ ଡାକ୍ତର ଓ କର୍ମଚାରୀ ନଥିବାରୁ ଏପରି ପରିସ୍ଥିତି ଉପୁଜିଛି। ଏହି କେନ୍ଦ୍ରରୁ ନିୟମିତ ଔଷଧ ନେଉଥିବା ରୋଗୀମାନେ ଚିକିତ୍ସା ନପାଇ ଅସୁବିଧାରେ ପଡ଼ୁଛନ୍ତି। ଅନେକ ରୋଗୀ ବହୁ ଦୂରରୁ ଆସୁଥିବାରୁ ସେମାନଙ୍କୁ ଆର୍ଥିକ ଓ ଶାରୀରିକ କଷ୍ଟ ସହିବାକୁ ପଡୁଛି।: [1065, 1962, 1528, 2044]
- dateline: ତେଲକୋଇ/ଆନନ୍ଦପୁର,୧୯।୧୧(ସମିସ):: [37, 611, 216, 625]
- collision-bottom-rule: [1102, 895, 1528, 897]
- transformer-photo: [1317, 950, 1528, 1206]
- bottom-section-rule: [23, 1843, 1528, 1846]
- article-body: ହାଟଡିହି ବ୍ଲକ ମରେଇଶ୍ରୀ ଛକରେ ଦୁଇଟି ବାଇକ ମଧ୍ୟରେ ମୁହାଁମୁହିଁ ଧକ୍କା ଲାଗି ଶଳା-ଭିଣୋଇ ଗୁରୁତର ଆହତ ହୋଇଛନ୍ତି। ଭିଣୋଇ ଓ ଶଳା ଉଭୟ ବାଇକରେ ଯାଉଥିବା ବେଳେ ଏକ ହାଇୱା ଟ୍ରକକୁ ପଛପଟୁ ଧକ୍କା ଦେଇଥିଲେ। ଦୁର୍ଘଟଣାରେ ଉଭୟଙ୍କ ମୁଣ୍ଡ ଓ ହାତ ଗୋଡରେ ଗୁରୁତର ଆଘାତ ଲାଗିଛି। ସ୍ଥାନୀୟ ଲୋକେ ସେମାନଙ୍କୁ ଉଦ୍ଧାର କରି ହାଟଡିହି ସାମୁହିକ ସ୍ୱାସ୍ଥ୍ୟ କେନ୍ଦ୍ରକୁ ନେଇଥିଲେ। ସେଠାରେ ପ୍ରାଥମିକ ଚିକିତ୍ସା ପରେ ଅବସ୍ଥା ସଙ୍କଟାପନ୍ନ ଥିବାରୁ ସେମାନଙ୍କୁ କଟକ ଏସସିବି ମେଡିକାଲକୁ ସ୍ଥାନାନ୍ତର କରାଯାଇଛି। ଖବର ପାଇ ପୋଲିସ ଘଟଣାସ୍ଥଳରେ ପହଞ୍ଚି ତଦନ୍ତ ଆରମ୍ଭ କରିଛି। ଧକ୍କା ଦେଇଥିବା ହାଇୱାକୁ ଜବତ କରାଯାଇଛି। ଏହି ରାସ୍ତାରେ ଭାରୀ ଯାନବାହନର ଅବାଧ ଚଳାଚଳ ଯୋଗୁଁ ବାରମ୍ବାର ଦୁର୍ଘଟଣା ଘଟୁଥିବା ଅଭିଯୋଗ ହୋଇଛି। ଏଥିପ୍ରତି ପ୍ରଶାସନ ଧ୍ୟାନ ଦେଉ ବୋଲି ସ୍ଥାନୀୟ ଲୋକେ ଦାବି କରିଛନ୍ତି।: [1105, 635, 1528, 801]
- lead-bottom-rule: [463, 570, 1528, 571]
- football-headline: ସୁନୀତା ଫୁଟବଲ୍ କ୍ଲବ୍ ଚାମ୍ପିଅନ: [664, 1116, 1075, 1154]
- leprosy-kicker-row: [1065, 1862, 1528, 1890]
- article-body: ଚମ୍ପୁଆ ଏନ୍ଏସି ଅନ୍ତର୍ଗତ ରାମଲା ସରକାରୀ ଉଚ୍ଚ ବିଦ୍ୟାଳୟ ପରିସରରେ ସମଗ୍ର ଶିକ୍ଷା ଅଭିଯାନ ଅଧୀନରେ ଜ୍ଞାନ ମେଳା ଓ ରାଷ୍ଟ୍ରୀୟ ଆବିଷ୍କାର ଅଭିଯାନ ଅନୁଷ୍ଠିତ ହୋଇଯାଇଛି। ଏଥିରେ ବ୍ଲକ ଶିକ୍ଷାଧିକାରୀ ମୁଖ୍ୟ ଅତିଥି ଭାବେ ଯୋଗ ଦେଇ କାର୍ଯ୍ୟକ୍ରମକୁ ଉଦ୍ଘାଟନ କରିଥିଲେ। ବିଦ୍ୟାଳୟର ପ୍ରଧାନଶିକ୍ଷକ ଅଧ୍ୟକ୍ଷତା କରିଥିବା ବେଳେ ବିଭିନ୍ନ ବିଦ୍ୟାଳୟର ଛାତ୍ରଛାତ୍ରୀମାନେ ଏଥିରେ ଅଂଶଗ୍ରହଣ କରିଥିଲେ। ପିଲାମାନଙ୍କ ମଧ୍ୟରେ ବୈଜ୍ଞାନିକ ଚିନ୍ତାଧାରା ବୃଦ୍ଧି କରିବା ଏହି ଅଭିଯାନର ଲକ୍ଷ୍ୟ ବୋଲି ଅତିଥିମାନେ କହିଥିଲେ। ପିଲାମାନେ ବିଭିନ୍ନ ବୈଜ୍ଞାନିକ ମଡେଲ ପ୍ରଦର୍ଶନ କରି ସେଗୁଡିକର କାର୍ଯ୍ୟପ୍ରଣାଳୀ ବୁଝାଇଥିଲେ। ୨୦୦ରୁ ଅଧିକ ପ୍ରଦର୍ଶନୀ ସାମଗ୍ରୀ ଉପସ୍ଥାପିତ ହୋଇଥିଲା। ବିଚାରକମଣ୍ଡଳୀ ଶ୍ରେଷ୍ଠ ମଡେଲ ଚୟନ କରି ସେମାନଙ୍କୁ ଜିଲ୍ଲାସ୍ତରୀୟ ପ୍ରତିଯୋଗିତା ପାଇଁ ମନୋନୀତ କରିଥିଲେ। ଶେଷରେ ବିଜେତାମାନଙ୍କୁ ପୁରସ୍କାର ପ୍ରଦାନ କରାଯାଇଥିଲା। ଏଥିରେ ଅଭିଭାବକ, ଶିକ୍ଷକ ଓ ଗ୍ରାମବାସୀ ବହୁ ସଂଖ୍ୟାରେ ଉପସ୍ଥିତ ଥିଲେ।: [466, 871, 1088, 1021]
